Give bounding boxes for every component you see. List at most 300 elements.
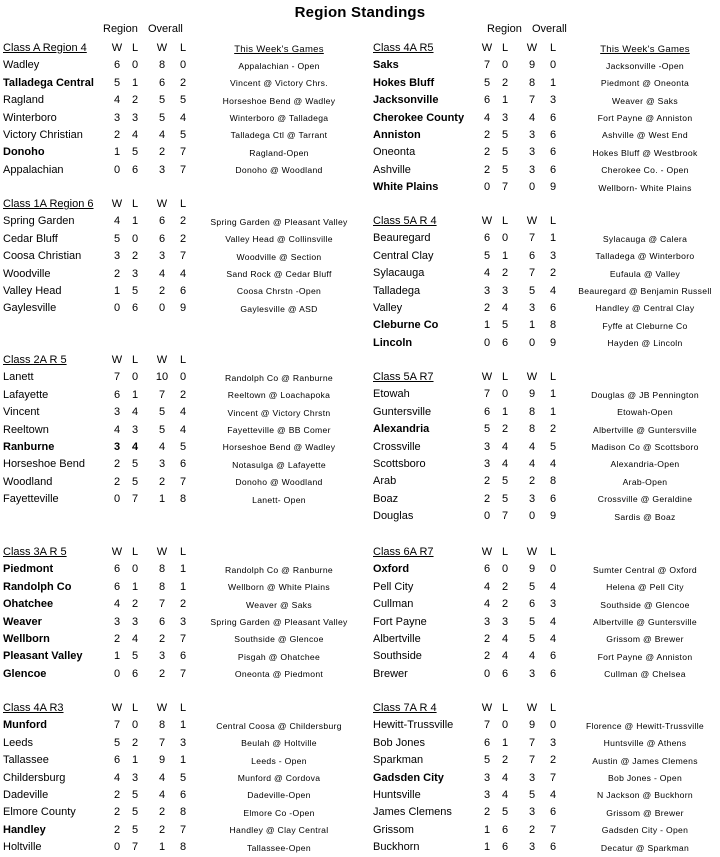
team-row bbox=[3, 474, 363, 491]
region-wins: 7 bbox=[113, 719, 121, 732]
overall-wins: 8 bbox=[158, 580, 166, 593]
overall-wins: 5 bbox=[158, 111, 166, 124]
team-row bbox=[373, 421, 720, 438]
overall-losses: 9 bbox=[549, 510, 557, 523]
team-name: Munford bbox=[3, 719, 47, 732]
standings-section-class-5a-r7 bbox=[373, 369, 720, 526]
column-label-wins: W bbox=[481, 546, 493, 558]
section-header bbox=[3, 40, 363, 57]
region-losses: 3 bbox=[501, 615, 509, 628]
overall-losses: 5 bbox=[179, 440, 187, 453]
section-header bbox=[3, 196, 363, 213]
column-label-losses: L bbox=[131, 198, 139, 210]
section-title: Class 5A R 4 bbox=[373, 215, 437, 227]
team-row bbox=[373, 127, 720, 144]
team-row bbox=[3, 144, 363, 161]
region-losses: 6 bbox=[501, 336, 509, 349]
overall-wins: 3 bbox=[528, 806, 536, 819]
overall-wins: 5 bbox=[158, 94, 166, 107]
region-wins: 5 bbox=[483, 423, 491, 436]
region-losses: 7 bbox=[501, 510, 509, 523]
team-row bbox=[3, 231, 363, 248]
region-losses: 2 bbox=[501, 754, 509, 767]
overall-wins: 3 bbox=[158, 250, 166, 263]
region-losses: 4 bbox=[131, 406, 139, 419]
section-title: Class 6A R7 bbox=[373, 546, 434, 558]
overall-losses: 0 bbox=[549, 59, 557, 72]
column-label-losses: L bbox=[549, 215, 557, 227]
team-row bbox=[373, 335, 720, 352]
team-row bbox=[373, 162, 720, 179]
team-row bbox=[373, 752, 720, 769]
this-week-game: Etowah-Open bbox=[617, 407, 673, 418]
team-name: Coosa Christian bbox=[3, 250, 82, 263]
region-column-header-left: Region bbox=[103, 23, 138, 35]
this-week-game: Douglas @ JB Pennington bbox=[591, 389, 699, 400]
this-week-game: Leeds - Open bbox=[251, 755, 307, 766]
overall-losses: 5 bbox=[549, 440, 557, 453]
region-wins: 6 bbox=[113, 580, 121, 593]
overall-losses: 6 bbox=[549, 667, 557, 680]
column-label-wins: W bbox=[111, 354, 123, 366]
team-row bbox=[373, 804, 720, 821]
overall-wins: 6 bbox=[528, 598, 536, 611]
region-losses: 7 bbox=[501, 181, 509, 194]
region-losses: 4 bbox=[501, 457, 509, 470]
region-wins: 6 bbox=[483, 94, 491, 107]
this-week-game: Sumter Central @ Oxford bbox=[593, 564, 697, 575]
region-wins: 6 bbox=[483, 405, 491, 418]
region-losses: 4 bbox=[501, 650, 509, 663]
overall-wins: 4 bbox=[158, 440, 166, 453]
overall-wins: 8 bbox=[158, 563, 166, 576]
region-losses: 1 bbox=[131, 580, 139, 593]
team-name: Huntsville bbox=[373, 788, 421, 801]
team-row bbox=[3, 57, 363, 74]
overall-wins: 1 bbox=[158, 841, 166, 854]
overall-losses: 8 bbox=[179, 806, 187, 819]
team-name: Leeds bbox=[3, 736, 33, 749]
team-name: Ranburne bbox=[3, 440, 55, 453]
this-week-game: Madison Co @ Scottsboro bbox=[591, 442, 699, 453]
this-week-game: Central Coosa @ Childersburg bbox=[216, 720, 342, 731]
standings-section-class-a-region-4 bbox=[3, 40, 363, 179]
region-wins: 4 bbox=[483, 267, 491, 280]
region-losses: 2 bbox=[131, 598, 139, 611]
region-losses: 5 bbox=[501, 319, 509, 332]
overall-losses: 6 bbox=[549, 128, 557, 141]
section-title: Class 2A R 5 bbox=[3, 354, 67, 366]
overall-losses: 4 bbox=[179, 267, 187, 280]
team-row bbox=[373, 787, 720, 804]
region-wins: 4 bbox=[113, 771, 121, 784]
overall-wins: 5 bbox=[158, 423, 166, 436]
team-name: Dadeville bbox=[3, 788, 49, 801]
overall-wins: 9 bbox=[158, 754, 166, 767]
overall-losses: 4 bbox=[549, 788, 557, 801]
section-title: Class 3A R 5 bbox=[3, 546, 67, 558]
region-losses: 5 bbox=[131, 146, 139, 159]
column-label-wins: W bbox=[526, 42, 538, 54]
region-losses: 6 bbox=[501, 667, 509, 680]
team-name: Talladega bbox=[373, 284, 421, 297]
team-row bbox=[3, 266, 363, 283]
overall-wins: 9 bbox=[528, 59, 536, 72]
overall-wins: 9 bbox=[528, 388, 536, 401]
region-wins: 0 bbox=[113, 493, 121, 506]
standings-section-class-1a-region-6 bbox=[3, 196, 363, 318]
region-wins: 2 bbox=[113, 823, 121, 836]
this-week-game: Talladega Ctl @ Tarrant bbox=[230, 130, 328, 141]
column-label-losses: L bbox=[501, 42, 509, 54]
overall-losses: 0 bbox=[179, 371, 187, 384]
team-row bbox=[373, 179, 720, 196]
this-week-game: Woodville @ Section bbox=[236, 251, 322, 262]
overall-wins: 3 bbox=[158, 163, 166, 176]
overall-wins: 4 bbox=[528, 650, 536, 663]
team-row bbox=[3, 491, 363, 508]
region-losses: 5 bbox=[131, 806, 139, 819]
region-wins: 2 bbox=[113, 806, 121, 819]
overall-losses: 1 bbox=[179, 563, 187, 576]
region-losses: 1 bbox=[501, 94, 509, 107]
overall-losses: 4 bbox=[549, 284, 557, 297]
column-label-wins: W bbox=[526, 702, 538, 714]
region-wins: 0 bbox=[483, 336, 491, 349]
overall-wins: 5 bbox=[528, 632, 536, 645]
team-name: Sparkman bbox=[373, 754, 424, 767]
overall-wins: 2 bbox=[158, 146, 166, 159]
team-name: Lincoln bbox=[373, 336, 413, 349]
region-wins: 2 bbox=[483, 492, 491, 505]
team-name: Albertville bbox=[373, 632, 421, 645]
overall-wins: 7 bbox=[528, 267, 536, 280]
region-wins: 6 bbox=[483, 232, 491, 245]
team-row bbox=[3, 717, 363, 734]
overall-wins: 1 bbox=[528, 319, 536, 332]
team-name: Beauregard bbox=[373, 232, 431, 245]
column-label-losses: L bbox=[501, 702, 509, 714]
region-wins: 4 bbox=[113, 94, 121, 107]
this-week-game: Beauregard @ Benjamin Russell bbox=[578, 286, 712, 297]
region-losses: 4 bbox=[501, 771, 509, 784]
section-title: Class 1A Region 6 bbox=[3, 198, 94, 210]
overall-losses: 8 bbox=[179, 841, 187, 854]
overall-wins: 3 bbox=[528, 667, 536, 680]
overall-losses: 3 bbox=[549, 249, 557, 262]
team-name: Wadley bbox=[3, 59, 40, 72]
overall-losses: 6 bbox=[549, 301, 557, 314]
overall-losses: 6 bbox=[549, 111, 557, 124]
team-row bbox=[3, 614, 363, 631]
region-losses: 0 bbox=[501, 232, 509, 245]
overall-wins: 6 bbox=[158, 215, 166, 228]
team-name: Handley bbox=[3, 823, 46, 836]
team-row bbox=[373, 300, 720, 317]
team-row bbox=[373, 144, 720, 161]
team-name: Appalachian bbox=[3, 163, 64, 176]
overall-losses: 2 bbox=[549, 267, 557, 280]
team-row bbox=[3, 456, 363, 473]
team-row bbox=[373, 648, 720, 665]
region-losses: 0 bbox=[501, 388, 509, 401]
region-losses: 6 bbox=[131, 667, 139, 680]
team-row bbox=[3, 596, 363, 613]
region-wins: 2 bbox=[113, 458, 121, 471]
region-wins: 4 bbox=[483, 580, 491, 593]
column-label-losses: L bbox=[549, 371, 557, 383]
this-week-game: Arab-Open bbox=[622, 476, 668, 487]
team-row bbox=[3, 422, 363, 439]
team-name: Brewer bbox=[373, 667, 408, 680]
overall-wins: 4 bbox=[528, 111, 536, 124]
region-losses: 4 bbox=[501, 440, 509, 453]
team-row bbox=[3, 735, 363, 752]
overall-wins: 4 bbox=[528, 457, 536, 470]
region-wins: 1 bbox=[483, 823, 491, 836]
region-losses: 5 bbox=[501, 163, 509, 176]
this-week-game: Hokes Bluff @ Westbrook bbox=[592, 147, 698, 158]
team-name: Talladega Central bbox=[3, 76, 94, 89]
overall-wins: 3 bbox=[158, 458, 166, 471]
overall-losses: 6 bbox=[179, 458, 187, 471]
column-label-wins: W bbox=[481, 702, 493, 714]
section-header bbox=[3, 352, 363, 369]
this-week-game: Cullman @ Chelsea bbox=[604, 669, 686, 680]
team-name: Sylacauga bbox=[373, 267, 425, 280]
region-wins: 3 bbox=[113, 250, 121, 263]
overall-losses: 1 bbox=[549, 405, 557, 418]
team-row bbox=[373, 75, 720, 92]
region-losses: 1 bbox=[131, 388, 139, 401]
overall-losses: 7 bbox=[549, 771, 557, 784]
region-wins: 0 bbox=[113, 841, 121, 854]
this-week-game: Appalachian - Open bbox=[238, 60, 320, 71]
region-losses: 4 bbox=[501, 632, 509, 645]
overall-wins: 7 bbox=[158, 388, 166, 401]
column-label-losses: L bbox=[131, 702, 139, 714]
region-losses: 4 bbox=[501, 301, 509, 314]
team-row bbox=[373, 473, 720, 490]
column-label-wins: W bbox=[526, 215, 538, 227]
region-losses: 2 bbox=[131, 94, 139, 107]
this-week-game: Helena @ Pell City bbox=[606, 582, 684, 593]
overall-losses: 6 bbox=[549, 163, 557, 176]
this-week-game: Florence @ Hewitt-Trussville bbox=[585, 720, 705, 731]
this-week-game: Grissom @ Brewer bbox=[606, 634, 684, 645]
standings-section-class-4a-r5 bbox=[373, 40, 720, 197]
overall-losses: 7 bbox=[179, 250, 187, 263]
overall-losses: 6 bbox=[179, 650, 187, 663]
team-name: Oneonta bbox=[373, 146, 416, 159]
region-wins: 3 bbox=[113, 440, 121, 453]
overall-losses: 6 bbox=[179, 788, 187, 801]
this-week-game: Sardis @ Boaz bbox=[614, 511, 676, 522]
region-losses: 1 bbox=[131, 76, 139, 89]
team-name: Spring Garden bbox=[3, 215, 75, 228]
region-wins: 5 bbox=[113, 76, 121, 89]
overall-wins: 4 bbox=[528, 440, 536, 453]
team-name: Ohatchee bbox=[3, 598, 54, 611]
overall-wins: 3 bbox=[158, 650, 166, 663]
overall-wins: 4 bbox=[158, 267, 166, 280]
team-name: Arab bbox=[373, 475, 397, 488]
section-title: Class 4A R3 bbox=[3, 702, 64, 714]
team-row bbox=[3, 92, 363, 109]
region-wins: 2 bbox=[483, 301, 491, 314]
column-label-wins: W bbox=[156, 702, 168, 714]
region-wins: 3 bbox=[113, 406, 121, 419]
team-row bbox=[373, 92, 720, 109]
overall-losses: 9 bbox=[549, 181, 557, 194]
column-label-wins: W bbox=[481, 215, 493, 227]
region-losses: 2 bbox=[131, 736, 139, 749]
team-row bbox=[3, 787, 363, 804]
region-wins: 3 bbox=[483, 440, 491, 453]
team-row bbox=[3, 648, 363, 665]
overall-wins: 8 bbox=[528, 423, 536, 436]
region-wins: 2 bbox=[483, 632, 491, 645]
overall-losses: 4 bbox=[549, 632, 557, 645]
column-label-losses: L bbox=[179, 42, 187, 54]
column-label-losses: L bbox=[501, 546, 509, 558]
games-header: This Week's Games bbox=[234, 43, 324, 55]
overall-wins: 8 bbox=[528, 76, 536, 89]
overall-wins: 3 bbox=[528, 301, 536, 314]
region-wins: 5 bbox=[483, 754, 491, 767]
region-losses: 5 bbox=[501, 492, 509, 505]
team-name: Lafayette bbox=[3, 388, 49, 401]
team-row bbox=[3, 248, 363, 265]
team-row bbox=[373, 822, 720, 839]
region-losses: 5 bbox=[501, 475, 509, 488]
region-wins: 2 bbox=[483, 650, 491, 663]
team-row bbox=[373, 110, 720, 127]
team-row bbox=[3, 804, 363, 821]
column-label-losses: L bbox=[549, 546, 557, 558]
this-week-game: Decatur @ Sparkman bbox=[600, 842, 690, 853]
overall-losses: 6 bbox=[549, 841, 557, 854]
team-name: Winterboro bbox=[3, 111, 57, 124]
region-losses: 5 bbox=[131, 788, 139, 801]
overall-wins: 2 bbox=[528, 823, 536, 836]
overall-wins: 3 bbox=[528, 492, 536, 505]
region-wins: 3 bbox=[483, 788, 491, 801]
team-row bbox=[3, 666, 363, 683]
overall-wins: 2 bbox=[158, 823, 166, 836]
overall-losses: 0 bbox=[549, 719, 557, 732]
this-week-game: Elmore Co -Open bbox=[243, 807, 315, 818]
team-row bbox=[373, 614, 720, 631]
region-wins: 0 bbox=[113, 163, 121, 176]
team-row bbox=[373, 631, 720, 648]
section-header bbox=[373, 40, 720, 57]
region-losses: 2 bbox=[501, 598, 509, 611]
this-week-game: Hayden @ Lincoln bbox=[607, 338, 683, 349]
region-losses: 1 bbox=[131, 215, 139, 228]
team-row bbox=[373, 57, 720, 74]
overall-losses: 4 bbox=[179, 111, 187, 124]
this-week-game: Winterboro @ Talladega bbox=[229, 113, 329, 124]
overall-wins: 7 bbox=[528, 754, 536, 767]
region-wins: 2 bbox=[113, 128, 121, 141]
team-row bbox=[373, 596, 720, 613]
region-losses: 5 bbox=[131, 823, 139, 836]
column-label-wins: W bbox=[481, 42, 493, 54]
team-name: Holtville bbox=[3, 841, 42, 854]
team-name: Pell City bbox=[373, 580, 414, 593]
overall-losses: 3 bbox=[549, 94, 557, 107]
column-label-losses: L bbox=[501, 371, 509, 383]
this-week-game: Albertville @ Guntersville bbox=[593, 617, 697, 628]
region-wins: 6 bbox=[113, 59, 121, 72]
overall-wins: 5 bbox=[528, 284, 536, 297]
overall-losses: 7 bbox=[179, 632, 187, 645]
team-name: Hewitt-Trussville bbox=[373, 719, 454, 732]
region-losses: 0 bbox=[131, 719, 139, 732]
section-header bbox=[373, 213, 720, 230]
overall-losses: 4 bbox=[179, 406, 187, 419]
team-row bbox=[3, 631, 363, 648]
games-header: This Week's Games bbox=[600, 43, 690, 55]
team-row bbox=[373, 230, 720, 247]
this-week-game: Gadsden City - Open bbox=[601, 825, 689, 836]
team-row bbox=[373, 666, 720, 683]
team-row bbox=[373, 561, 720, 578]
section-title: Class 5A R7 bbox=[373, 371, 434, 383]
team-name: Randolph Co bbox=[3, 580, 72, 593]
region-losses: 2 bbox=[131, 250, 139, 263]
overall-losses: 7 bbox=[549, 823, 557, 836]
overall-wins: 6 bbox=[158, 76, 166, 89]
overall-column-header-left: Overall bbox=[148, 23, 183, 35]
region-wins: 4 bbox=[113, 598, 121, 611]
column-label-wins: W bbox=[111, 198, 123, 210]
section-title: Class 4A R5 bbox=[373, 42, 434, 54]
team-row bbox=[373, 735, 720, 752]
region-wins: 2 bbox=[483, 163, 491, 176]
region-wins: 2 bbox=[113, 475, 121, 488]
region-losses: 5 bbox=[501, 146, 509, 159]
overall-losses: 5 bbox=[179, 771, 187, 784]
region-wins: 7 bbox=[483, 59, 491, 72]
region-wins: 5 bbox=[483, 249, 491, 262]
team-name: Pleasant Valley bbox=[3, 650, 83, 663]
region-wins: 6 bbox=[483, 736, 491, 749]
region-wins: 0 bbox=[113, 302, 121, 315]
overall-losses: 0 bbox=[179, 59, 187, 72]
region-losses: 6 bbox=[501, 823, 509, 836]
region-losses: 2 bbox=[501, 580, 509, 593]
team-name: Wellborn bbox=[3, 632, 50, 645]
region-wins: 5 bbox=[113, 736, 121, 749]
team-row bbox=[3, 213, 363, 230]
overall-losses: 3 bbox=[179, 736, 187, 749]
overall-losses: 4 bbox=[549, 580, 557, 593]
this-week-game: Valley Head @ Collinsville bbox=[225, 234, 333, 245]
column-label-losses: L bbox=[501, 215, 509, 227]
team-name: Glencoe bbox=[3, 667, 47, 680]
team-row bbox=[3, 579, 363, 596]
team-row bbox=[373, 770, 720, 787]
region-losses: 0 bbox=[501, 59, 509, 72]
overall-wins: 3 bbox=[528, 146, 536, 159]
team-name: Gadsden City bbox=[373, 771, 444, 784]
this-week-game: Reeltown @ Loachapoka bbox=[227, 390, 331, 401]
overall-losses: 6 bbox=[179, 284, 187, 297]
team-row bbox=[373, 508, 720, 525]
overall-wins: 6 bbox=[158, 615, 166, 628]
